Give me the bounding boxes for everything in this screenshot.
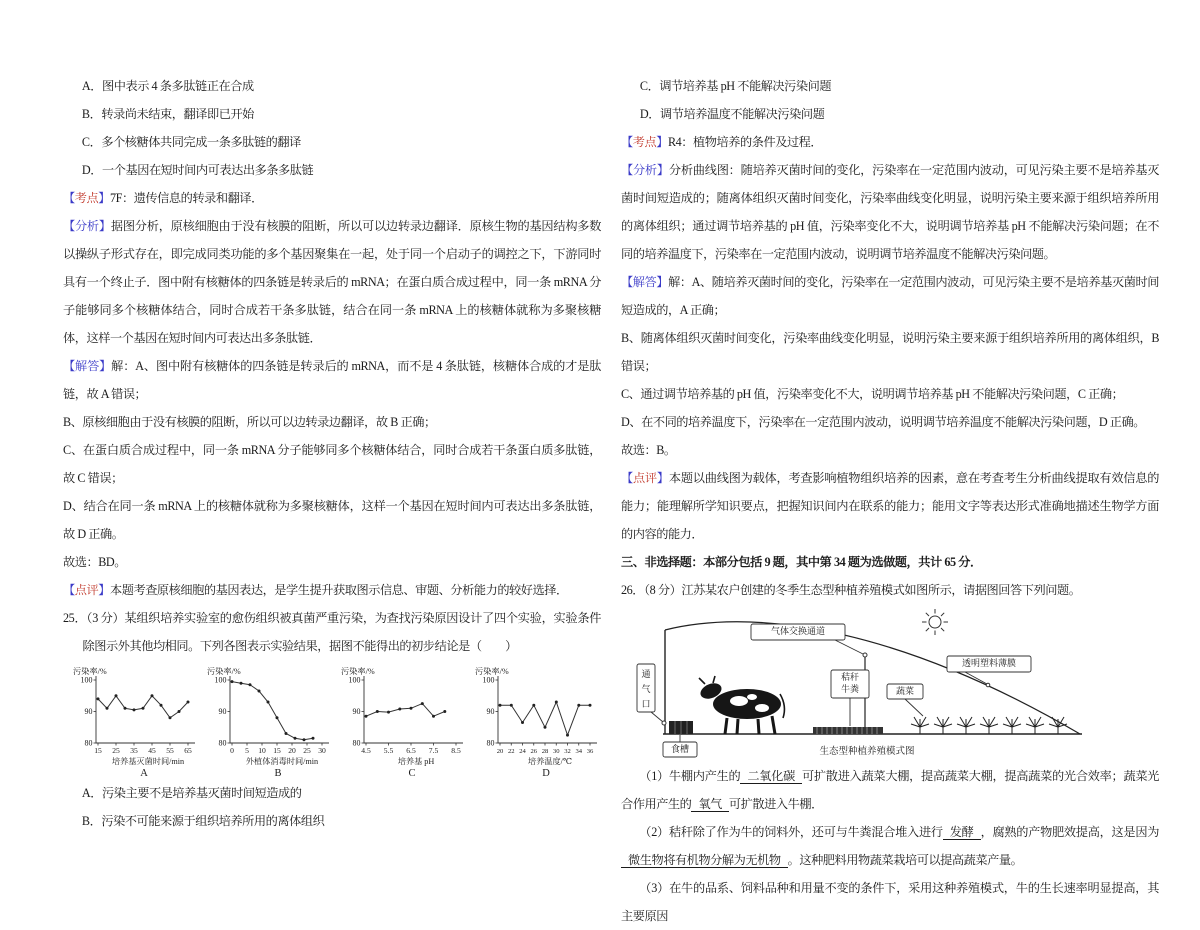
x-tick-label: 5: [245, 746, 249, 755]
option-c-q24: [63, 128, 601, 156]
answer-blank: 微生物将有机物分解为无机物: [621, 853, 788, 868]
bracket-close: 】: [98, 191, 110, 205]
y-axis-title: 污染率/%: [73, 667, 107, 676]
fill-text: （1）牛棚内产生的: [639, 769, 741, 783]
data-point: [151, 694, 154, 697]
section-heading: [621, 548, 1159, 576]
q26-part1: [621, 762, 1159, 818]
chart-A: [71, 665, 197, 777]
data-point: [398, 708, 401, 711]
data-point: [258, 690, 261, 693]
x-tick-label: 15: [273, 746, 281, 755]
answer-blank: 氧气: [691, 797, 728, 812]
data-line: [366, 704, 445, 717]
bracket-open: 【: [63, 191, 75, 205]
compost-strip: [813, 727, 883, 734]
data-point: [249, 683, 252, 686]
exam-point-tag: 考点: [74, 191, 99, 205]
comment-tag: 点评: [74, 583, 99, 597]
answer-tag: 解答: [632, 275, 657, 289]
analysis-tag: 分析: [632, 163, 657, 177]
data-point: [589, 704, 592, 707]
option-letter: A．: [81, 786, 102, 800]
q26-part3: [621, 874, 1159, 930]
option-letter: B．: [81, 107, 102, 121]
bracket-open: 【: [621, 135, 633, 149]
x-axis-title: 培养基灭菌时间/min: [111, 757, 185, 766]
paragraph-text: 故选：BD。: [63, 555, 126, 569]
fill-text: 。这种肥料用物蔬菜栽培可以提高蔬菜产量。: [787, 853, 1023, 867]
chart-letter: B: [274, 768, 282, 779]
paragraph-text: C、通过调节培养基的 pH 值，污染率变化不大，说明调节培养基 pH 不能解决污染问题，C 正确；: [621, 387, 1124, 401]
bracket-open: 【: [63, 219, 75, 233]
eco-model-figure: [635, 608, 1095, 760]
option-text: 调节培养基 pH 不能解决污染问题: [659, 79, 832, 93]
bracket-close: 】: [99, 359, 112, 373]
data-point: [532, 704, 535, 707]
option-text: 多个核糖体共同完成一条多肽链的翻译: [101, 135, 301, 149]
answer-q25-c: [621, 380, 1159, 408]
y-tick-label: 80: [218, 738, 227, 748]
data-point: [133, 708, 136, 711]
x-tick-label: 25: [303, 746, 311, 755]
option-text: 污染不可能来源于组织培养所用的离体组织: [101, 814, 325, 828]
data-point: [160, 704, 163, 707]
tagged-text: 本题以曲线图为载体，考查影响植物组织培养的因素，意在考查考生分析曲线提取有效信息的能力；能理解所学知识要点，把握知识间内在联系的能力；能用文字等表达形式准确地描述生物学方面的内容的能力．: [621, 471, 1159, 541]
straw-dung-label: [831, 670, 869, 698]
bracket-open: 【: [621, 163, 633, 177]
analysis-q24: [63, 212, 601, 352]
exam-point-q24: [63, 184, 601, 212]
question-26: [621, 576, 1159, 604]
chart-D: [473, 665, 599, 777]
option-d-q24: [63, 156, 601, 184]
answer-blank: 发酵: [943, 825, 981, 840]
bracket-close: 】: [656, 135, 668, 149]
left-column: [63, 72, 601, 930]
bracket-close: 】: [656, 275, 669, 289]
exam-point-tag: 考点: [632, 135, 657, 149]
answer-tag: 解答: [75, 359, 100, 373]
x-tick-label: 20: [288, 746, 296, 755]
comment-tag: 点评: [632, 471, 657, 485]
x-tick-label: 30: [552, 748, 560, 755]
tagged-text: 本题考查原核细胞的基因表达，是学生提升获取图示信息、审题、分析能力的较好选择．: [109, 583, 568, 597]
vent-label: [637, 664, 655, 712]
answer-q25: [621, 268, 1159, 324]
x-tick-label: 20: [496, 748, 504, 755]
exam-point-q25: [621, 128, 1159, 156]
question-25: [63, 604, 601, 660]
data-point: [276, 716, 279, 719]
bracket-open: 【: [621, 275, 633, 289]
y-tick-label: 100: [80, 675, 93, 685]
data-point: [285, 732, 288, 735]
data-point: [187, 701, 190, 704]
option-text: 图中表示 4 条多肽链正在合成: [102, 79, 254, 93]
bracket-close: 】: [98, 219, 111, 233]
x-tick-label: 45: [148, 746, 156, 755]
option-letter: A．: [81, 79, 102, 93]
data-point: [178, 710, 181, 713]
tagged-text: 解：A、图中附有核糖体的四条链是转录后的 mRNA，而不是 4 条肽链，核糖体合成的才是肽链，故 A 错误；: [63, 359, 601, 401]
data-point: [566, 734, 569, 737]
vegetable-label-text: 蔬菜: [895, 686, 915, 696]
x-tick-label: 28: [541, 748, 549, 755]
option-text: 调节培养温度不能解决污染问题: [660, 107, 825, 121]
fill-text: ，腐熟的产物肥效提高，这是因为: [980, 825, 1159, 839]
data-point: [421, 702, 424, 705]
q26-part2: [621, 818, 1159, 874]
chart-C: [339, 665, 465, 777]
y-tick-label: 80: [352, 738, 361, 748]
vent-label-char: 气: [641, 684, 651, 694]
bracket-open: 【: [621, 471, 633, 485]
axes: [498, 676, 597, 743]
paragraph-text: C、在蛋白质合成过程中，同一条 mRNA 分子能够同多个核糖体结合，同时合成若干条蛋白质多肽链，故 C 错误；: [63, 443, 601, 485]
section-text: 三、非选择题：本部分包括 9 题，其中第 34 题为选做题，共计 65 分．: [621, 555, 982, 569]
axes: [230, 676, 329, 743]
y-tick-label: 90: [84, 707, 93, 717]
y-tick-label: 90: [352, 707, 361, 717]
x-tick-label: 24: [519, 748, 526, 755]
option-b-q24: [63, 100, 601, 128]
x-tick-label: 6.5: [406, 746, 416, 755]
joint-dot: [986, 683, 990, 687]
data-point: [312, 737, 315, 740]
tagged-text: 解：A、随培养灭菌时间的变化，污染率在一定范围内波动，可见污染主要不是培养基灭菌时间短造成的，A 正确；: [621, 275, 1159, 317]
data-line: [500, 702, 590, 735]
vent-label-char: 通: [641, 669, 651, 679]
plastic-film-label-text: 透明塑料薄膜: [961, 658, 1017, 668]
data-point: [365, 715, 368, 718]
x-tick-label: 4.5: [361, 746, 371, 755]
x-tick-label: 25: [112, 746, 120, 755]
option-letter: D．: [639, 107, 660, 121]
x-tick-label: 8.5: [451, 746, 461, 755]
option-b-q25: [63, 807, 601, 835]
x-tick-label: 5.5: [383, 746, 394, 755]
y-axis-title: 污染率/%: [341, 667, 375, 676]
x-tick-label: 65: [184, 746, 192, 755]
sun-icon: [922, 609, 948, 635]
chart-letter: A: [140, 768, 148, 779]
bracket-close: 】: [656, 471, 669, 485]
chart-letter: D: [542, 768, 550, 779]
answer-q25-b: [621, 324, 1159, 380]
paragraph-text: D、结合在同一条 mRNA 上的核糖体就称为多聚核糖体，这样一个基因在短时间内可表达出多条肽链，故 D 正确。: [63, 499, 601, 541]
tagged-text: 分析曲线图：随培养灭菌时间的变化，污染率在一定范围内波动，可见污染主要不是培养基灭菌时间短造成的；随离体组织灭菌时间变化，污染率曲线变化明显，说明污染主要来源于组织培养所用的离体组织；通过调节培养基的 pH 值，污染率变化不大，说明调节培养基 pH 不能解决污染问题；在不同的培养温度下，污染率在一定范围内波动，说明调节培养温度不能解决污染问题。: [621, 163, 1159, 261]
x-tick-label: 35: [130, 746, 138, 755]
option-letter: D．: [81, 163, 102, 177]
straw-dung-label-text: 秸秆: [840, 672, 860, 682]
axes: [96, 676, 195, 743]
feed-trough-label: [663, 742, 697, 757]
option-letter: C．: [81, 135, 102, 149]
fill-text: 可扩散进入牛棚．: [728, 797, 823, 811]
axes: [364, 676, 463, 743]
answer-q24: [63, 352, 601, 408]
data-point: [376, 710, 379, 713]
comment-q24: [63, 576, 601, 604]
y-tick-label: 100: [482, 675, 495, 685]
data-point: [577, 704, 580, 707]
data-point: [387, 711, 390, 714]
bracket-close: 】: [656, 163, 669, 177]
tagged-text: 7F：遗传信息的转录和翻译．: [109, 191, 263, 205]
joint-dot: [662, 721, 666, 725]
data-point: [231, 680, 234, 683]
paragraph-text: B、原核细胞由于没有核膜的阻断，所以可以边转录边翻译，故 B 正确；: [63, 415, 436, 429]
y-tick-label: 80: [486, 738, 495, 748]
x-tick-label: 55: [166, 746, 174, 755]
option-text: 污染主要不是培养基灭菌时间短造成的: [102, 786, 302, 800]
paragraph-text: B、随离体组织灭菌时间变化，污染率曲线变化明显，说明污染主要来源于组织培养所用的离体组织，B 错误；: [621, 331, 1159, 373]
answer-q24-d: [63, 492, 601, 548]
vegetable-label: [887, 684, 923, 699]
answer-q24-choice: [63, 548, 601, 576]
x-tick-label: 34: [575, 748, 583, 755]
gas-channel-label-text: 气体交换通道: [770, 626, 826, 636]
data-point: [510, 704, 513, 707]
x-tick-label: 10: [258, 746, 266, 755]
joint-dot: [863, 653, 867, 657]
data-point: [106, 707, 109, 710]
bracket-close: 】: [98, 583, 110, 597]
data-point: [555, 701, 558, 704]
paragraph-text: D、在不同的培养温度下，污染率在一定范围内波动，说明调节培养温度不能解决污染问题，D 正确。: [621, 415, 1146, 429]
x-axis-title: 培养温度/℃: [527, 757, 573, 766]
x-tick-label: 36: [586, 748, 594, 755]
x-tick-label: 32: [564, 748, 571, 755]
straw-dung-label-text: 牛粪: [840, 684, 860, 694]
option-letter: B．: [81, 814, 102, 828]
cow-illustration: [698, 676, 784, 734]
analysis-q25: [621, 156, 1159, 268]
x-tick-label: 26: [530, 748, 538, 755]
data-point: [240, 682, 243, 685]
paragraph-text: 故选：B。: [621, 443, 676, 457]
fill-text: （2）秸秆除了作为牛的饲料外，还可与牛粪混合堆入进行: [639, 825, 943, 839]
data-point: [294, 737, 297, 740]
x-axis-title: 培养基 pH: [397, 757, 435, 766]
tagged-text: 据图分析，原核细胞由于没有核膜的阻断，所以可以边转录边翻译．原核生物的基因结构多数以操纵子形式存在，即完成同类功能的多个基因聚集在一起，处于同一个启动子的调控之下，下游同时具有一个终止子．图中附有核糖体的四条链是转录后的 mRNA；在蛋白质合成过程中，同一条 mRNA 分子能够同多个核糖体结合，同时合成若干条多肽链，结合在同一条 mRNA 上的核糖体就称为多聚核糖体，这样一个基因在短时间内可表达出多条肽链．: [63, 219, 601, 345]
chart-letter: C: [408, 768, 416, 779]
vent-label-char: 口: [641, 699, 651, 709]
data-point: [142, 707, 145, 710]
data-point: [410, 707, 413, 710]
data-point: [521, 721, 524, 724]
option-text: 一个基因在短时间内可表达出多条多肽链: [102, 163, 314, 177]
data-point: [115, 694, 118, 697]
gas-channel-label: [751, 624, 845, 640]
answer-blank: 二氧化碳: [740, 769, 802, 784]
data-point: [544, 726, 547, 729]
x-tick-label: 22: [507, 748, 515, 755]
answer-q24-b: [63, 408, 601, 436]
answer-q25-choice: [621, 436, 1159, 464]
data-line: [232, 682, 313, 740]
option-a-q24: [63, 72, 601, 100]
option-a-q25: [63, 779, 601, 807]
vegetable-plants: [911, 717, 1067, 734]
fill-text: （3）在牛的品系、饲料品种和用量不变的条件下，采用这种养殖模式，牛的生长速率明显提高，其主要原因: [621, 881, 1159, 923]
y-tick-label: 100: [214, 675, 227, 685]
x-tick-label: 15: [94, 746, 102, 755]
y-tick-label: 80: [84, 738, 93, 748]
data-point: [303, 738, 306, 741]
x-tick-label: 30: [318, 746, 326, 755]
chart-B: [205, 665, 331, 777]
question-text: 26．（8 分）江苏某农户创建的冬季生态型种植养殖模式如图所示，请据图回答下列问题。: [621, 583, 1081, 597]
fill-text: 可扩散进入蔬菜大棚，提高蔬菜大棚，提高蔬菜的光合效率；蔬菜光合作用产生的: [621, 769, 1159, 811]
question-text: 25．（3 分）某组织培养实验室的愈伤组织被真菌严重污染，为查找污染原因设计了四个实验，实验条件除图示外其他均相同。下列各图表示实验结果，据图不能得出的初步结论是（ ）: [63, 611, 601, 653]
feed-trough-label-text: 食槽: [670, 744, 690, 754]
data-point: [124, 707, 127, 710]
data-point: [499, 704, 502, 707]
plastic-film-label: [947, 656, 1031, 672]
right-column: [621, 72, 1159, 930]
data-point: [97, 697, 100, 700]
tagged-text: R4：植物培养的条件及过程．: [667, 135, 823, 149]
y-axis-title: 污染率/%: [207, 667, 241, 676]
option-letter: C．: [639, 79, 660, 93]
figure-caption: 生态型种植养殖模式图: [819, 747, 915, 757]
option-text: 转录尚未结束，翻译即已开始: [101, 107, 254, 121]
x-tick-label: 7.5: [428, 746, 439, 755]
data-point: [432, 715, 435, 718]
answer-q25-d: [621, 408, 1159, 436]
y-axis-title: 污染率/%: [475, 667, 509, 676]
eco-model-figure: [635, 608, 1159, 760]
data-point: [443, 710, 446, 713]
option-c-q25: [621, 72, 1159, 100]
option-d-q25: [621, 100, 1159, 128]
analysis-tag: 分析: [74, 219, 99, 233]
experiment-charts: [71, 665, 601, 777]
y-tick-label: 90: [218, 707, 227, 717]
y-tick-label: 90: [486, 707, 495, 717]
x-tick-label: 0: [230, 746, 234, 755]
data-line: [98, 696, 188, 718]
comment-q25: [621, 464, 1159, 548]
bracket-open: 【: [63, 359, 76, 373]
answer-q24-c: [63, 436, 601, 492]
y-tick-label: 100: [348, 675, 361, 685]
bracket-open: 【: [63, 583, 75, 597]
x-axis-title: 外植体消毒时间/min: [245, 757, 319, 766]
data-point: [169, 716, 172, 719]
data-point: [267, 701, 270, 704]
